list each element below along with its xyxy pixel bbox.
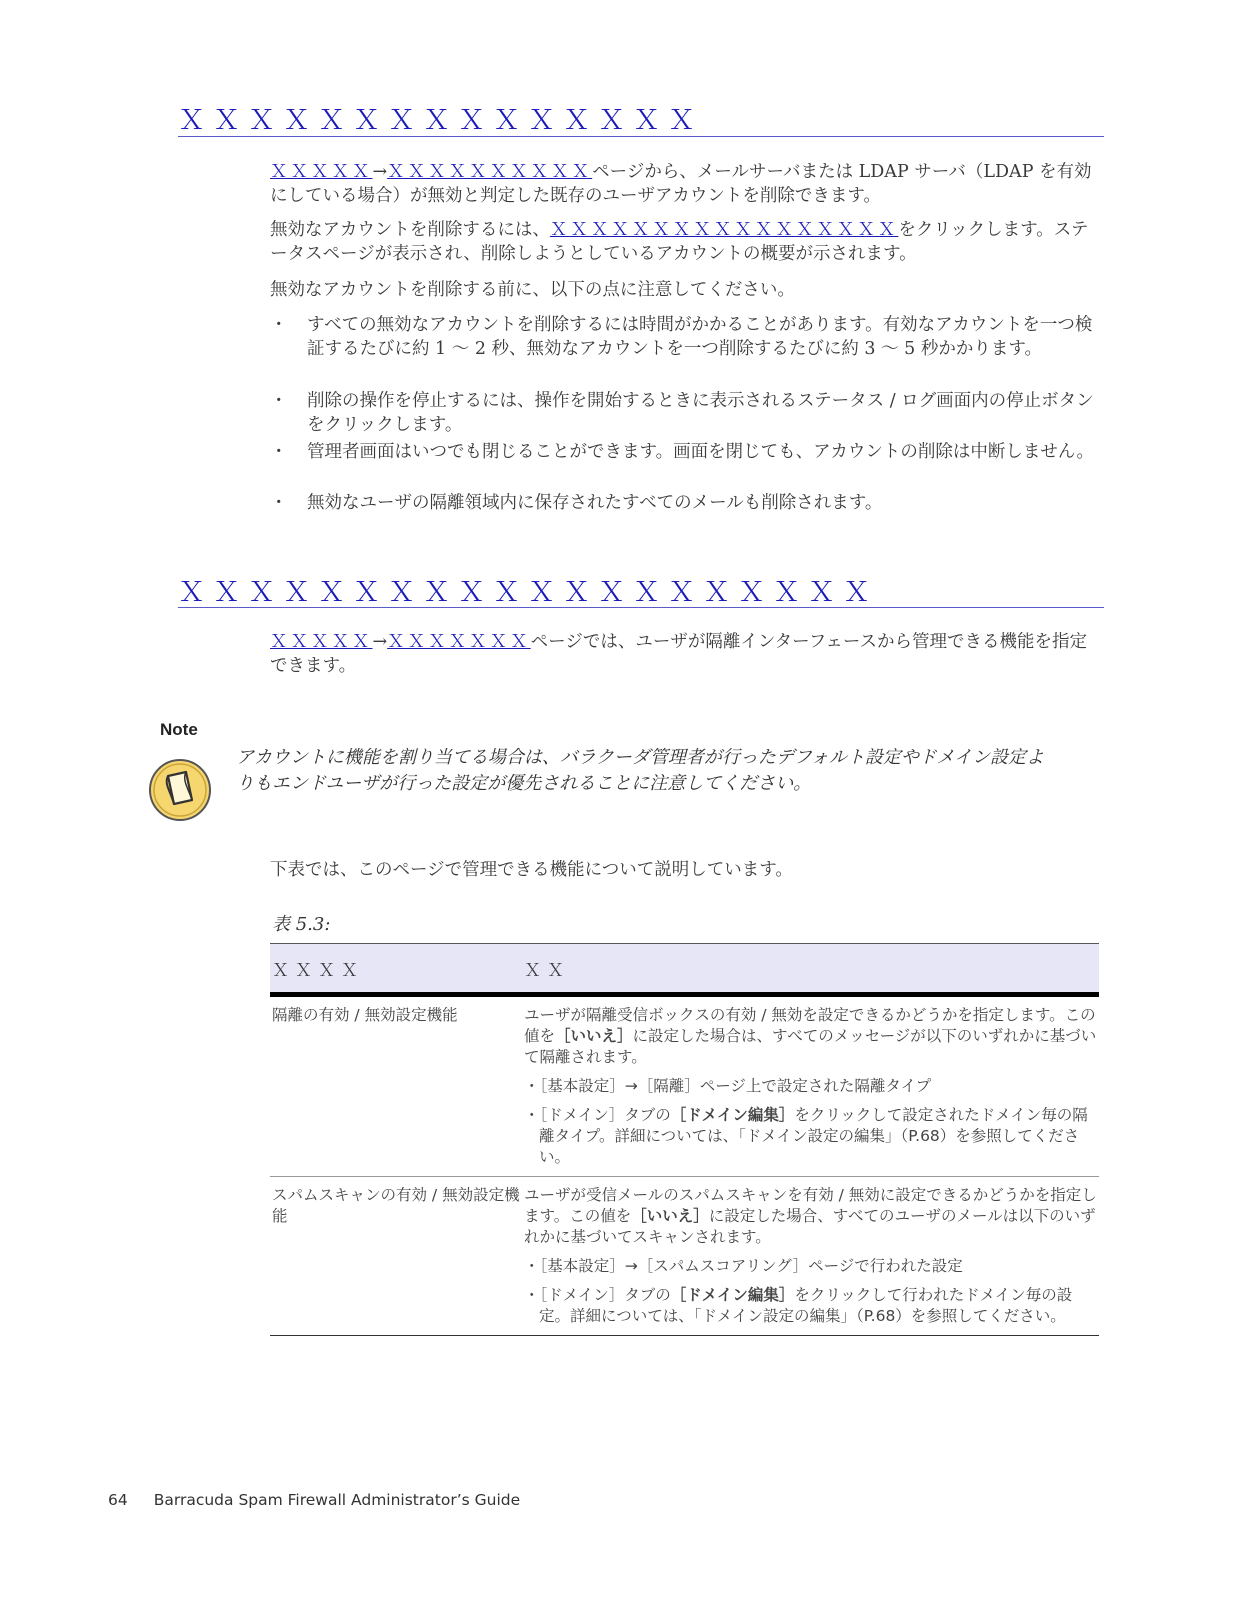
desc-text: ユーザが受信メールのスパムスキャンを有効 / 無効に設定できるかどうかを指定します。この値を bbox=[524, 1186, 1097, 1225]
bullet-item bbox=[270, 491, 1100, 515]
page-footer bbox=[108, 1491, 520, 1509]
page-number: 64 bbox=[108, 1491, 128, 1509]
desc-bold: ［いいえ］ bbox=[555, 1027, 633, 1045]
nav-link-page[interactable]: ＸＸＸＸＸＸＸ bbox=[387, 632, 531, 652]
section1-paragraph-3: 無効なアカウントを削除する前に、以下の点に注意してください。 bbox=[270, 280, 795, 300]
desc-sub-item: ・［基本設定］→［スパムスコアリング］ページで行われた設定 bbox=[524, 1257, 963, 1275]
nav-link-page[interactable]: ＸＸＸＸＸＸＸＸＸＸ bbox=[387, 162, 593, 182]
section1-paragraph-2 bbox=[270, 218, 1100, 266]
arrow: → bbox=[372, 162, 388, 182]
column-header-description: ＸＸ bbox=[522, 944, 1099, 995]
desc-text: ・［ドメイン］タブの bbox=[524, 1106, 671, 1124]
desc-sub-item bbox=[524, 1105, 1099, 1168]
desc-bold: ［ドメイン編集］ bbox=[670, 1106, 795, 1124]
table-row bbox=[270, 1177, 1099, 1336]
section-heading-2: ＸＸＸＸＸＸＸＸＸＸＸＸＸＸＸＸＸＸＸＸ bbox=[178, 577, 878, 608]
feature-description bbox=[522, 1177, 1099, 1336]
table-header-row bbox=[270, 944, 1099, 995]
bullet-mark: ・ bbox=[270, 391, 288, 411]
desc-text: をクリックして設定されたドメイン毎の隔離タイプ。詳細については、「ドメイン設定の編集」（P.68）を参照してください。 bbox=[539, 1106, 1088, 1166]
column-header-feature: ＸＸＸＸ bbox=[270, 944, 522, 995]
note-label: Note bbox=[160, 720, 198, 739]
bullet-mark: ・ bbox=[270, 315, 288, 335]
arrow: → bbox=[372, 632, 388, 652]
bullet-mark: ・ bbox=[270, 442, 288, 462]
nav-link-tab[interactable]: ＸＸＸＸＸ bbox=[270, 632, 373, 652]
table-row bbox=[270, 995, 1099, 1177]
bullet-text: すべての無効なアカウントを削除するには時間がかかることがあります。有効なアカウントを一つ検証するたびに約 1 〜 2 秒、無効なアカウントを一つ削除するたびに約 3 〜 5 秒かかります。 bbox=[307, 315, 1093, 359]
desc-text: に設定した場合、すべてのユーザのメールは以下のいずれかに基づいてスキャンされます。 bbox=[524, 1207, 1096, 1246]
feature-name: スパムスキャンの有効 / 無効設定機能 bbox=[270, 1177, 522, 1336]
bullet-text: 管理者画面はいつでも閉じることができます。画面を閉じても、アカウントの削除は中断しません。 bbox=[307, 442, 1094, 462]
paragraph-text: ページでは、ユーザが隔離インターフェースから管理できる機能を指定できます。 bbox=[270, 632, 1087, 676]
section-heading-1: ＸＸＸＸＸＸＸＸＸＸＸＸＸＸＸ bbox=[178, 105, 703, 136]
section2-paragraph-1 bbox=[270, 630, 1100, 678]
table-caption: 表 5.3: bbox=[272, 914, 331, 935]
bullet-text: 削除の操作を停止するには、操作を開始するときに表示されるステータス / ログ画面内の停止ボタンをクリックします。 bbox=[307, 391, 1094, 435]
desc-text: に設定した場合は、すべてのメッセージが以下のいずれかに基づいて隔離されます。 bbox=[524, 1027, 1097, 1066]
paragraph-text: をクリックします。ステータスページが表示され、削除しようとしているアカウントの概要が示されます。 bbox=[270, 220, 1089, 264]
paragraph-text: 無効なアカウントを削除するには、 bbox=[270, 220, 550, 240]
desc-text: ・［ドメイン］タブの bbox=[524, 1286, 671, 1304]
bullet-text: 無効なユーザの隔離領域内に保存されたすべてのメールも削除されます。 bbox=[307, 493, 883, 513]
bullet-mark: ・ bbox=[270, 493, 288, 513]
section1-paragraph-1 bbox=[270, 160, 1100, 208]
desc-text: ユーザが隔離受信ボックスの有効 / 無効を設定できるかどうかを指定します。この値を bbox=[524, 1006, 1096, 1045]
bullet-item bbox=[270, 313, 1100, 388]
desc-sub-item: ・［基本設定］→［隔離］ページ上で設定された隔離タイプ bbox=[524, 1077, 932, 1095]
footer-title: Barracuda Spam Firewall Administrator’s Guide bbox=[153, 1491, 521, 1509]
desc-bold: ［ドメイン編集］ bbox=[670, 1286, 795, 1304]
desc-bold: ［いいえ］ bbox=[631, 1207, 709, 1225]
paragraph-text: ページから、メールサーバまたは LDAP サーバ（LDAP を有効にしている場合）が無効と判定した既存のユーザアカウントを削除できます。 bbox=[270, 162, 1092, 206]
feature-name: 隔離の有効 / 無効設定機能 bbox=[270, 995, 522, 1177]
nav-link-tab[interactable]: ＸＸＸＸＸ bbox=[270, 162, 373, 182]
desc-sub-item bbox=[524, 1285, 1099, 1327]
bullet-item bbox=[270, 389, 1100, 437]
table-intro: 下表では、このページで管理できる機能について説明しています。 bbox=[270, 860, 793, 880]
feature-description bbox=[522, 995, 1099, 1177]
features-table bbox=[270, 943, 1099, 1336]
heading-rule bbox=[178, 607, 1104, 608]
desc-text: をクリックして行われたドメイン毎の設定。詳細については、「ドメイン設定の編集」（P.68）を参照してください。 bbox=[539, 1286, 1073, 1325]
bullet-item bbox=[270, 440, 1100, 488]
note-icon bbox=[146, 756, 214, 824]
note-text: アカウントに機能を割り当てる場合は、バラクーダ管理者が行ったデフォルト設定やドメイン設定よりもエンドユーザが行った設定が優先されることに注意してください。 bbox=[236, 747, 1045, 794]
remove-invalid-accounts-link[interactable]: ＸＸＸＸＸＸＸＸＸＸＸＸＸＸＸＸＸ bbox=[549, 220, 899, 240]
heading-rule bbox=[178, 136, 1104, 137]
